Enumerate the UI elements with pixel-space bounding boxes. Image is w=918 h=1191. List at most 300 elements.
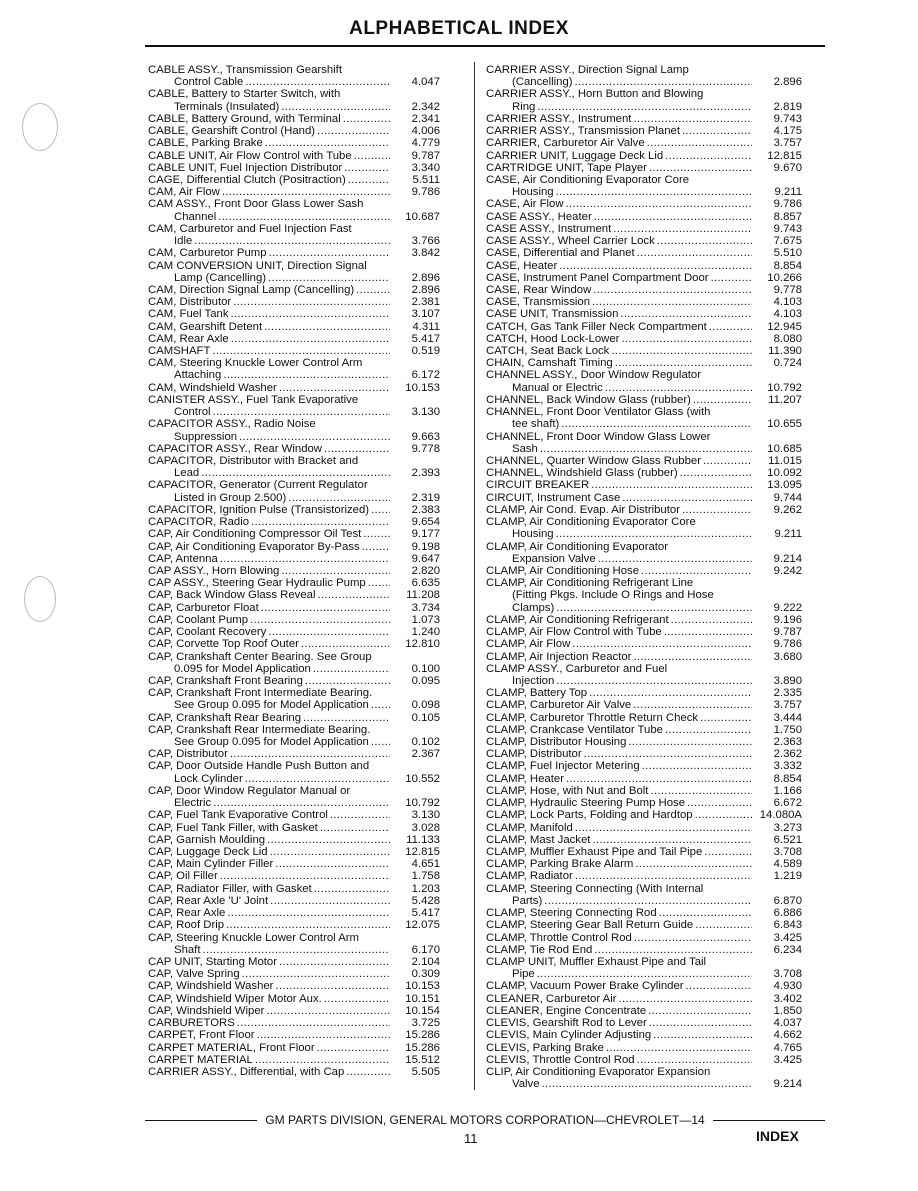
entry-text: CLAMP, Mast Jacket — [486, 833, 591, 846]
group-number: 3.725 — [411, 1017, 440, 1030]
dot-leader — [281, 101, 390, 113]
dot-leader — [261, 602, 390, 614]
group-number: 7.675 — [773, 235, 802, 248]
index-entry — [148, 394, 440, 418]
dot-leader — [575, 822, 752, 834]
entry-line — [486, 113, 802, 125]
group-number: 2.819 — [773, 100, 802, 113]
entry-line — [148, 186, 440, 198]
index-entry — [148, 785, 440, 809]
index-entry — [148, 345, 440, 357]
entry-text: CAP, Rear Axle — [148, 907, 226, 920]
entry-text: CHANNEL, Back Window Glass (rubber) — [486, 393, 691, 406]
index-entry — [486, 492, 802, 504]
entry-text: CAPACITOR ASSY., Radio Noise — [148, 418, 316, 431]
group-number: 10.655 — [767, 418, 802, 431]
entry-text: CAPACITOR, Generator (Current Regulator — [148, 479, 368, 492]
entry-line — [486, 651, 802, 663]
group-number: 3.708 — [773, 846, 802, 858]
group-number: 5.417 — [411, 907, 440, 920]
group-number: 0.095 — [411, 674, 440, 687]
group-number: 12.810 — [405, 638, 440, 651]
entry-text: CLAMP, Crankcase Ventilator Tube — [486, 723, 663, 736]
entry-text: CAM CONVERSION UNIT, Direction Signal — [148, 259, 367, 272]
group-number: 3.425 — [773, 1053, 802, 1066]
entry-continuation-line — [148, 211, 440, 223]
entry-line — [148, 553, 440, 565]
dot-leader — [269, 247, 390, 259]
dot-leader — [230, 748, 390, 760]
entry-text: CLIP, Air Conditioning Evaporator Expansion — [486, 1065, 711, 1078]
index-entry — [486, 638, 802, 650]
entry-text: Control — [174, 406, 211, 419]
dot-leader — [213, 406, 390, 418]
entry-text: CAP, Back Window Glass Reveal — [148, 589, 316, 602]
entry-text: CAP, Rear Axle 'U' Joint — [148, 894, 269, 907]
dot-leader — [682, 504, 752, 516]
entry-text: CAM, Distributor — [148, 296, 232, 309]
entry-text: CAGE, Differential Clutch (Positraction) — [148, 173, 346, 186]
entry-line — [148, 626, 440, 638]
dot-leader — [680, 467, 752, 479]
entry-text: CAM, Windshield Washer — [148, 381, 277, 394]
dot-leader — [220, 553, 390, 565]
group-number: 1.758 — [411, 870, 440, 883]
dot-leader — [264, 321, 390, 333]
group-number: 11.015 — [768, 455, 802, 467]
entry-text: CAP, Fuel Tank Evaporative Control — [148, 809, 328, 822]
dot-leader — [356, 284, 390, 296]
dot-leader — [279, 956, 390, 968]
entry-line — [148, 137, 440, 149]
dot-leader — [317, 1042, 390, 1054]
page-title: ALPHABETICAL INDEX — [349, 18, 569, 39]
group-number: 9.787 — [411, 149, 440, 162]
group-number: 9.214 — [773, 1078, 802, 1091]
group-number: 3.444 — [773, 711, 802, 724]
index-entry — [148, 357, 440, 381]
index-entry — [148, 675, 440, 687]
dot-leader — [239, 431, 390, 443]
entry-line — [486, 88, 802, 100]
entry-text: CLEANER, Carburetor Air — [486, 992, 617, 1005]
index-entry — [486, 577, 802, 614]
dot-leader — [218, 211, 390, 223]
index-entry — [486, 834, 802, 846]
index-entry — [486, 308, 802, 320]
group-number: 10.687 — [405, 210, 440, 223]
entry-line — [486, 260, 802, 272]
index-entry — [148, 333, 440, 345]
index-entry — [486, 626, 802, 638]
entry-text: (Fitting Pkgs. Include O Rings and Hose — [512, 589, 714, 602]
entry-line — [486, 308, 802, 320]
entry-continuation-line — [486, 1078, 802, 1090]
entry-text: CLAMP, Air Flow — [486, 638, 571, 651]
dot-leader — [281, 565, 390, 577]
entry-line — [148, 895, 440, 907]
group-number: 2.896 — [773, 76, 802, 89]
entry-line — [148, 907, 440, 919]
entry-text: CAP, Steering Knuckle Lower Control Arm — [148, 931, 360, 944]
index-entry — [486, 907, 802, 919]
entry-text: CLEVIS, Parking Brake — [486, 1041, 604, 1054]
entry-text: CLAMP, Distributor Housing — [486, 736, 627, 749]
group-number: 4.589 — [773, 858, 802, 871]
group-number: 0.102 — [411, 736, 440, 749]
index-entry — [148, 64, 440, 88]
dot-leader — [270, 846, 390, 858]
group-number: 1.203 — [411, 882, 440, 895]
entry-text: Housing — [512, 528, 554, 541]
group-number: 3.332 — [773, 760, 802, 773]
index-entry — [486, 858, 802, 870]
entry-text: CAM, Air Flow — [148, 186, 220, 199]
entry-line — [148, 822, 440, 834]
group-number: 4.175 — [773, 125, 802, 138]
index-entry — [148, 479, 440, 503]
entry-line — [486, 993, 802, 1005]
entry-line — [486, 357, 802, 369]
entry-text: CLAMP ASSY., Carburetor and Fuel — [486, 662, 668, 675]
entry-line — [486, 785, 802, 797]
dot-leader — [637, 247, 752, 259]
dot-leader — [647, 137, 752, 149]
dot-leader — [346, 1066, 390, 1078]
dot-leader — [313, 663, 390, 675]
column-divider — [474, 62, 475, 1090]
entry-line — [148, 1029, 440, 1041]
group-number: 3.680 — [773, 650, 802, 663]
dot-leader — [575, 76, 752, 88]
group-number: 2.367 — [411, 748, 440, 761]
index-entry — [486, 944, 802, 956]
entry-text: CAP, Windshield Washer — [148, 980, 274, 993]
entry-text: CIRCUIT BREAKER — [486, 479, 590, 492]
dot-leader — [303, 712, 390, 724]
dot-leader — [709, 321, 752, 333]
entry-line — [486, 577, 802, 589]
group-number: 6.635 — [411, 577, 440, 590]
group-number: 2.362 — [773, 748, 802, 761]
index-entry — [148, 956, 440, 968]
entry-continuation-line — [148, 235, 440, 247]
index-entry — [486, 699, 802, 711]
index-entry — [486, 357, 802, 369]
entry-text: CAP, Crankshaft Center Bearing. See Group — [148, 650, 372, 663]
group-number: 9.196 — [773, 613, 802, 626]
entry-line — [148, 321, 440, 333]
entry-text: CHANNEL, Front Door Window Glass Lower — [486, 430, 711, 443]
index-entry — [486, 406, 802, 430]
entry-text: CABLE, Battery Ground, with Terminal — [148, 112, 341, 125]
group-number: 9.786 — [411, 186, 440, 199]
group-number: 0.098 — [411, 699, 440, 712]
dot-leader — [288, 492, 390, 504]
entry-text: CABLE UNIT, Fuel Injection Distributor — [148, 161, 343, 174]
index-entry — [148, 907, 440, 919]
dot-leader — [633, 651, 752, 663]
index-entry — [486, 174, 802, 198]
index-entry — [486, 748, 802, 760]
entry-text: Sash — [512, 442, 538, 455]
entry-text: CLAMP, Fuel Injector Metering — [486, 760, 640, 773]
entry-line — [148, 712, 440, 724]
entry-text: Control Cable — [174, 76, 244, 89]
dot-leader — [566, 773, 752, 785]
group-number: 9.654 — [411, 516, 440, 529]
entry-text: CAP, Carburetor Float — [148, 601, 259, 614]
entry-text: Suppression — [174, 430, 238, 443]
entry-text: CLAMP, Air Injection Reactor — [486, 650, 632, 663]
dot-leader — [682, 125, 752, 137]
index-entry — [148, 614, 440, 626]
index-entry — [148, 150, 440, 162]
entry-text: CASE, Instrument Panel Compartment Door — [486, 271, 709, 284]
index-entry — [486, 736, 802, 748]
entry-text: CLAMP, Steering Gear Ball Return Guide — [486, 919, 694, 932]
dot-leader — [231, 308, 391, 320]
entry-line — [486, 638, 802, 650]
group-number: 5.510 — [773, 247, 802, 260]
entry-text: CASE, Heater — [486, 259, 558, 272]
entry-text: CAP, Distributor — [148, 748, 228, 761]
group-number: 10.266 — [767, 271, 802, 284]
index-entry — [148, 577, 440, 589]
entry-text: Valve — [512, 1078, 540, 1091]
dot-leader — [330, 809, 390, 821]
entry-text: CAP, Fuel Tank Filler, with Gasket — [148, 821, 318, 834]
entry-text: CASE, Air Flow — [486, 198, 564, 211]
entry-line — [148, 565, 440, 577]
dot-leader — [226, 919, 390, 931]
group-number: 5.428 — [411, 894, 440, 907]
index-entry — [486, 870, 802, 882]
dot-leader — [343, 113, 390, 125]
entry-text: CARRIER ASSY., Horn Button and Blowing — [486, 88, 704, 101]
entry-text: CAP, Luggage Deck Lid — [148, 846, 268, 858]
group-number: 4.930 — [773, 980, 802, 993]
index-entry — [486, 162, 802, 174]
index-entry — [148, 443, 440, 455]
footer-rule-right — [713, 1120, 825, 1121]
entry-text: CHANNEL ASSY., Door Window Regulator — [486, 369, 701, 382]
dot-leader — [559, 260, 752, 272]
dot-leader — [194, 235, 390, 247]
dot-leader — [556, 675, 752, 687]
index-entry — [486, 993, 802, 1005]
dot-leader — [220, 870, 390, 882]
entry-text: Pipe — [512, 968, 535, 981]
entry-text: CARRIER ASSY., Instrument — [486, 112, 632, 125]
group-number: 9.787 — [773, 626, 802, 639]
entry-continuation-line — [486, 528, 802, 540]
index-entry — [148, 932, 440, 956]
group-number: 3.028 — [411, 821, 440, 834]
dot-leader — [704, 846, 752, 858]
index-entry — [148, 883, 440, 895]
entry-text: CLEVIS, Gearshift Rod to Lever — [486, 1017, 647, 1030]
entry-continuation-line — [486, 418, 802, 430]
dot-leader — [371, 736, 390, 748]
group-number: 4.047 — [411, 76, 440, 89]
entry-text: CAPACITOR, Ignition Pulse (Transistorized) — [148, 503, 370, 516]
group-number: 5.417 — [411, 332, 440, 345]
footer — [145, 1113, 825, 1127]
group-number: 1.240 — [411, 626, 440, 639]
title-rule — [145, 45, 825, 47]
dot-leader — [653, 1029, 752, 1041]
index-entry — [486, 64, 802, 88]
dot-leader — [642, 760, 752, 772]
entry-line — [148, 956, 440, 968]
entry-text: Shaft — [174, 943, 201, 956]
dot-leader — [203, 944, 391, 956]
entry-line — [486, 797, 802, 809]
entry-line — [148, 577, 440, 589]
dot-leader — [213, 797, 390, 809]
dot-leader — [556, 602, 752, 614]
entry-line — [486, 1029, 802, 1041]
entry-line — [148, 394, 440, 406]
footer-text: GM PARTS DIVISION, GENERAL MOTORS CORPORATION—CHEVROLET—14 — [265, 1113, 705, 1127]
group-number: 2.381 — [411, 296, 440, 309]
index-entry — [148, 88, 440, 112]
index-entry — [148, 895, 440, 907]
dot-leader — [649, 1017, 752, 1029]
dot-leader — [591, 479, 752, 491]
entry-text: CASE, Transmission — [486, 296, 591, 309]
entry-line — [486, 724, 802, 736]
entry-text: 0.095 for Model Application — [174, 662, 311, 675]
group-number: 9.670 — [773, 161, 802, 174]
group-number: 9.744 — [773, 491, 802, 504]
group-number: 9.778 — [411, 442, 440, 455]
entry-text: CARRIER, Carburetor Air Valve — [486, 137, 645, 150]
entry-text: CARBURETORS — [148, 1017, 235, 1030]
entry-line — [148, 724, 440, 736]
entry-line — [486, 504, 802, 516]
entry-text: CAP, Door Outside Handle Push Button and — [148, 760, 370, 773]
dot-leader — [251, 516, 390, 528]
entry-line — [486, 174, 802, 186]
entry-line — [148, 223, 440, 235]
index-entry — [148, 822, 440, 834]
entry-line — [486, 565, 802, 577]
entry-text: CAP, Windshield Wiper Motor Aux. — [148, 992, 322, 1005]
entry-text: Channel — [174, 210, 217, 223]
index-entry — [148, 1054, 440, 1066]
dot-leader — [371, 699, 390, 711]
dot-leader — [344, 162, 390, 174]
entry-line — [148, 638, 440, 650]
index-entry — [486, 797, 802, 809]
entry-line — [148, 64, 440, 76]
dot-leader — [537, 968, 752, 980]
index-entry — [148, 223, 440, 247]
entry-line — [148, 88, 440, 100]
dot-leader — [268, 626, 390, 638]
entry-line — [486, 492, 802, 504]
group-number: 6.672 — [773, 797, 802, 810]
index-entry — [486, 137, 802, 149]
entry-text: CAP, Crankshaft Rear Bearing — [148, 711, 302, 724]
group-number: 2.383 — [411, 503, 440, 516]
dot-leader — [575, 870, 752, 882]
dot-leader — [318, 589, 391, 601]
entry-line — [486, 944, 802, 956]
entry-continuation-line — [486, 186, 802, 198]
entry-text: CAP, Crankshaft Front Intermediate Bearing. — [148, 687, 373, 700]
dot-leader — [362, 541, 390, 553]
group-number: 10.153 — [405, 381, 440, 394]
group-number: 8.854 — [773, 259, 802, 272]
entry-line — [486, 137, 802, 149]
index-entry — [486, 724, 802, 736]
dot-leader — [686, 980, 752, 992]
dot-leader — [594, 944, 752, 956]
dot-leader — [695, 809, 752, 821]
entry-line — [486, 1066, 802, 1078]
entry-line — [486, 64, 802, 76]
index-entry — [148, 919, 440, 931]
index-entry — [486, 516, 802, 540]
entry-line — [148, 357, 440, 369]
entry-text: CLAMP, Carburetor Throttle Return Check — [486, 711, 699, 724]
entry-text: CARRIER ASSY., Transmission Planet — [486, 125, 680, 138]
index-entry — [148, 186, 440, 198]
dot-leader — [695, 919, 752, 931]
group-number: 2.342 — [411, 100, 440, 113]
group-number: 2.363 — [773, 736, 802, 749]
index-entry — [486, 321, 802, 333]
group-number: 2.820 — [411, 564, 440, 577]
dot-leader — [556, 528, 752, 540]
dot-leader — [245, 773, 390, 785]
entry-line — [486, 663, 802, 675]
dot-leader — [693, 394, 752, 406]
dot-leader — [348, 174, 390, 186]
entry-text: CAPACITOR, Radio — [148, 516, 250, 529]
group-number: 9.786 — [773, 198, 802, 211]
index-entry — [148, 541, 440, 553]
group-number: 3.130 — [411, 809, 440, 822]
dot-leader — [212, 345, 390, 357]
entry-text: CASE ASSY., Wheel Carrier Lock — [486, 235, 655, 248]
entry-line — [148, 932, 440, 944]
index-entry — [148, 626, 440, 638]
group-number: 14.080A — [759, 809, 802, 822]
index-entry — [486, 809, 802, 821]
entry-line — [148, 174, 440, 186]
dot-leader — [615, 357, 752, 369]
entry-text: CLAMP, Air Flow Control with Tube — [486, 626, 662, 639]
entry-continuation-line — [486, 101, 802, 113]
entry-line — [486, 296, 802, 308]
entry-text: CAM, Gearshift Detent — [148, 320, 263, 333]
group-number: 15.512 — [405, 1053, 440, 1066]
dot-leader — [613, 223, 752, 235]
entry-text: CLAMP, Manifold — [486, 821, 573, 834]
index-entry — [486, 614, 802, 626]
index-entry — [486, 980, 802, 992]
entry-text: CAP, Windshield Wiper — [148, 1004, 265, 1017]
index-entry — [148, 724, 440, 748]
index-entry — [486, 272, 802, 284]
dot-leader — [268, 272, 390, 284]
entry-text: See Group 0.095 for Model Application — [174, 736, 369, 749]
entry-continuation-line — [486, 895, 802, 907]
